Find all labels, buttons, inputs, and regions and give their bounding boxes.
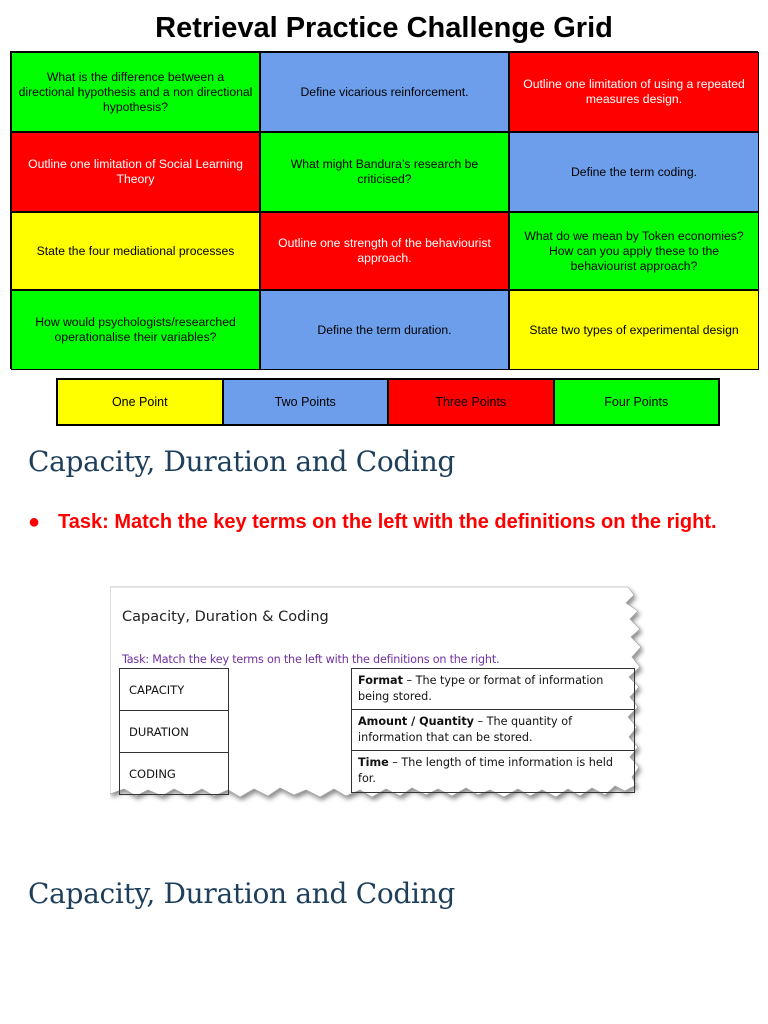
bullet-icon: ● [28, 511, 41, 533]
legend-two-points: Two Points [223, 379, 389, 425]
points-legend [56, 378, 720, 426]
grid-cell: State two types of experimental design [509, 290, 759, 370]
term-item: CAPACITY [120, 669, 228, 711]
legend-three-points: Three Points [388, 379, 554, 425]
definition-item [352, 751, 634, 792]
grid-cell: What do we mean by Token economies? How can you apply these to the behaviourist approach? [509, 212, 759, 290]
legend-one-point: One Point [57, 379, 223, 425]
section-heading: Capacity, Duration and Coding [28, 877, 456, 910]
worksheet-task: Task: Match the key terms on the left with the definitions on the right. [122, 653, 500, 666]
definition-term: Amount / Quantity [358, 715, 474, 728]
grid-cell: State the four mediational processes [11, 212, 260, 290]
worksheet-title: Capacity, Duration & Coding [122, 609, 329, 625]
grid-cell: Define the term coding. [509, 132, 759, 212]
grid-cell: Define vicarious reinforcement. [260, 52, 509, 132]
grid-cell: Outline one strength of the behaviourist approach. [260, 212, 509, 290]
definitions-column [351, 668, 635, 793]
challenge-grid [10, 51, 758, 369]
grid-cell: How would psychologists/researched operationalise their variables? [11, 290, 260, 370]
page-title: Retrieval Practice Challenge Grid [155, 12, 613, 44]
terms-column [119, 668, 229, 795]
definition-item [352, 669, 634, 710]
grid-cell: Define the term duration. [260, 290, 509, 370]
grid-cell: What is the difference between a directional hypothesis and a non directional hypothesis? [11, 52, 260, 132]
definition-item [352, 710, 634, 751]
definition-term: Time [358, 756, 389, 769]
section-heading: Capacity, Duration and Coding [28, 445, 456, 478]
grid-cell: Outline one limitation of using a repeated measures design. [509, 52, 759, 132]
worksheet-image [110, 585, 645, 805]
definition-text: – The quantity of information that can be stored. [358, 715, 573, 744]
grid-cell: Outline one limitation of Social Learning Theory [11, 132, 260, 212]
term-item: CODING [129, 766, 176, 781]
task-instruction [28, 506, 748, 538]
task-text: Task: Match the key terms on the left with the definitions on the right. [58, 511, 717, 533]
grid-cell: What might Bandura’s research be criticised? [260, 132, 509, 212]
definition-term: Format [358, 674, 403, 687]
definition-text: – The type or format of information being stored. [358, 674, 604, 703]
legend-four-points: Four Points [554, 379, 720, 425]
term-item: DURATION [120, 711, 228, 753]
definition-text: – The length of time information is held for. [358, 756, 613, 785]
